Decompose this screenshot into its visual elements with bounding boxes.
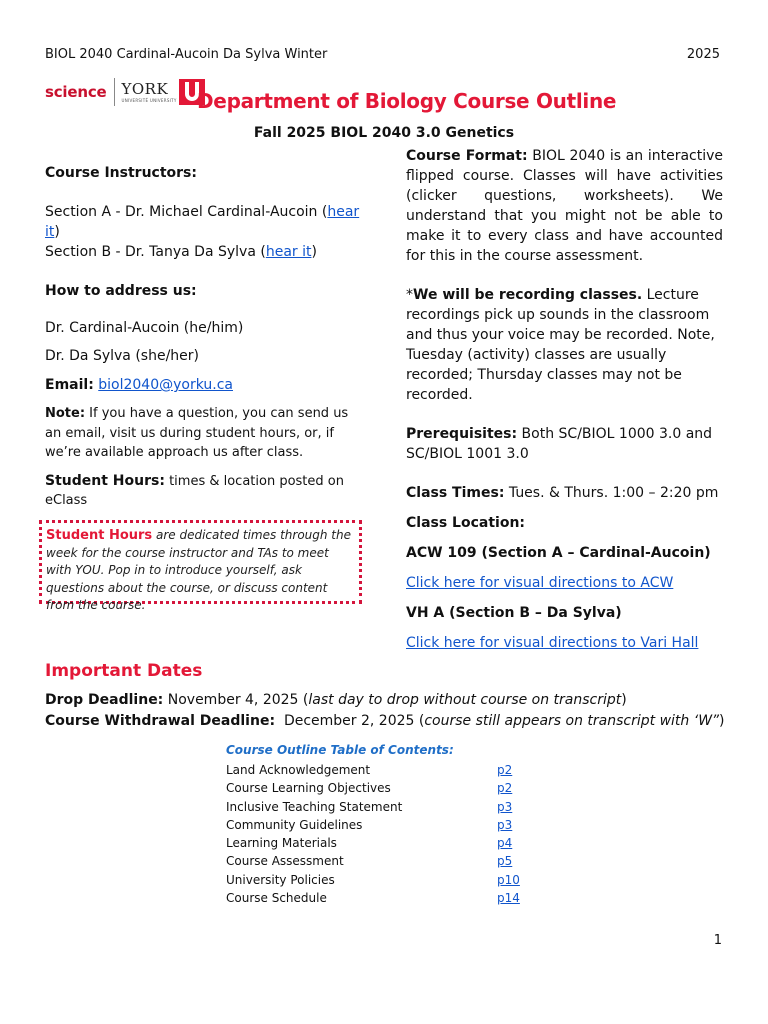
york-science-logo xyxy=(45,77,205,107)
drop-deadline-line xyxy=(45,690,745,711)
class-location-heading: Class Location: xyxy=(406,515,526,531)
location-section-a: ACW 109 (Section A – Cardinal-Aucoin) xyxy=(406,545,711,561)
hear-it-link-a[interactable]: hear it xyxy=(45,204,360,240)
logo-york-text: YORK xyxy=(121,79,169,98)
document-header-year: 2025 xyxy=(686,47,720,62)
toc-page-link[interactable]: p4 xyxy=(497,836,513,851)
toc-row xyxy=(226,779,546,797)
toc-item-label: Course Learning Objectives xyxy=(226,781,391,796)
course-subtitle: Fall 2025 BIOL 2040 3.0 Genetics xyxy=(253,125,515,141)
class-times-line xyxy=(406,483,723,503)
toc-page-link[interactable]: p5 xyxy=(497,854,513,869)
toc-page-link[interactable]: p3 xyxy=(497,799,513,814)
withdrawal-deadline-end: ) xyxy=(719,713,725,729)
important-dates-heading: Important Dates xyxy=(45,661,203,681)
toc-page-link[interactable]: p3 xyxy=(497,817,513,832)
toc-item-label: Inclusive Teaching Statement xyxy=(226,799,403,814)
drop-deadline-date: November 4, 2025 ( xyxy=(163,692,309,708)
section-b-text: Section B - Dr. Tanya Da Sylva ( xyxy=(45,244,266,260)
email-label: Email: xyxy=(45,377,94,393)
recording-text: Lecture recordings pick up sounds in the classroom and thus your voice may be recorded. Note, Tuesday (activity) classes are usually recorded; Thursday classes may not be recorded. xyxy=(406,287,715,403)
logo-divider xyxy=(114,78,115,106)
withdrawal-deadline-line xyxy=(45,711,745,732)
important-dates xyxy=(45,690,745,732)
toc-title: Course Outline Table of Contents: xyxy=(226,743,454,757)
prerequisites-text: Both SC/BIOL 1000 3.0 and SC/BIOL 1001 3.0 xyxy=(406,426,713,462)
recording-star: * xyxy=(406,287,413,303)
toc-page-link[interactable]: p14 xyxy=(497,891,520,906)
logo-york-wordmark xyxy=(121,79,177,103)
toc-page-link[interactable]: p2 xyxy=(497,763,513,777)
email-line xyxy=(45,375,365,395)
drop-deadline-end: ) xyxy=(621,692,627,708)
toc-item-label: Course Assessment xyxy=(226,854,344,869)
instructor-a-pronouns: Dr. Cardinal-Aucoin (he/him) xyxy=(45,320,244,336)
location-section-b: VH A (Section B – Da Sylva) xyxy=(406,605,622,621)
toc-page-link[interactable]: p2 xyxy=(497,781,513,796)
student-hours-line xyxy=(45,472,365,511)
note-label: Note: xyxy=(45,406,86,421)
recording-label: We will be recording classes. xyxy=(413,287,643,303)
hear-it-link-b[interactable]: hear it xyxy=(265,244,312,260)
withdrawal-deadline-date: December 2, 2025 ( xyxy=(275,713,425,729)
toc-row xyxy=(226,761,546,779)
address-heading: How to address us: xyxy=(45,283,197,299)
instructors-heading: Course Instructors: xyxy=(45,165,197,181)
box-student-hours-label: Student Hours xyxy=(46,528,153,543)
page-number: 1 xyxy=(713,933,722,948)
directions-acw-link[interactable]: Click here for visual directions to ACW xyxy=(406,575,674,591)
class-times-label: Class Times: xyxy=(406,485,505,501)
toc-item-label: Community Guidelines xyxy=(226,817,363,832)
recording-paragraph xyxy=(406,285,723,405)
toc-row xyxy=(226,816,546,834)
right-column xyxy=(406,146,723,653)
section-b-instructor xyxy=(45,242,365,262)
course-format-label: Course Format: xyxy=(406,148,528,164)
toc-row xyxy=(226,871,546,889)
drop-deadline-note: last day to drop without course on transcript xyxy=(308,692,622,708)
page-title: Department of Biology Course Outline xyxy=(197,89,617,113)
left-column xyxy=(45,163,365,511)
toc-row xyxy=(226,834,546,852)
toc-row xyxy=(226,798,546,816)
course-format-text: BIOL 2040 is an interactive flipped course. Classes will have activities (clicker questions, worksheets). We understand that you might not be able to make it to every class and have accounted for this in the course assessment. xyxy=(406,148,724,264)
toc-item-label: Learning Materials xyxy=(226,836,337,851)
toc-page-link[interactable]: p10 xyxy=(497,872,520,887)
student-hours-info-box xyxy=(39,520,362,612)
drop-deadline-label: Drop Deadline: xyxy=(45,692,164,708)
logo-york-subtext: UNIVERSITÉ UNIVERSITY xyxy=(121,97,177,103)
section-a-instructor xyxy=(45,202,365,242)
withdrawal-deadline-note: course still appears on transcript with ‘W” xyxy=(424,713,720,729)
document-header: BIOL 2040 Cardinal-Aucoin Da Sylva Winter xyxy=(45,47,328,62)
section-a-text: Section A - Dr. Michael Cardinal-Aucoin ( xyxy=(45,204,328,220)
email-link[interactable]: biol2040@yorku.ca xyxy=(98,377,233,393)
prerequisites-paragraph xyxy=(406,424,723,464)
prerequisites-label: Prerequisites: xyxy=(406,426,518,442)
student-hours-label: Student Hours: xyxy=(45,472,165,489)
class-times-text: Tues. & Thurs. 1:00 – 2:20 pm xyxy=(504,485,719,501)
note-text: If you have a question, you can send us an email, visit us during student hours, or, if we’re available approach us after class. xyxy=(45,406,349,460)
note-paragraph xyxy=(45,404,365,463)
instructor-b-pronouns: Dr. Da Sylva (she/her) xyxy=(45,348,199,364)
toc-item-label: Course Schedule xyxy=(226,891,327,906)
course-format-paragraph xyxy=(406,146,723,266)
section-b-end: ) xyxy=(311,244,317,260)
section-a-end: ) xyxy=(54,224,60,240)
toc-row xyxy=(226,852,546,870)
toc-item-label: Land Acknowledgement xyxy=(226,763,371,777)
table-of-contents xyxy=(226,761,546,907)
withdrawal-deadline-label: Course Withdrawal Deadline: xyxy=(45,713,276,729)
logo-science-text: science xyxy=(45,83,107,101)
directions-vari-hall-link[interactable]: Click here for visual directions to Vari Hall xyxy=(406,635,699,651)
toc-item-label: University Policies xyxy=(226,872,335,887)
student-hours-text: times & location posted on eClass xyxy=(45,473,344,508)
box-student-hours-text: are dedicated times through the week for the course instructor and TAs to meet with YOU. Pop in to introduce yourself, ask questions about the course, or discuss content from the course. xyxy=(46,528,351,612)
toc-row xyxy=(226,889,546,907)
